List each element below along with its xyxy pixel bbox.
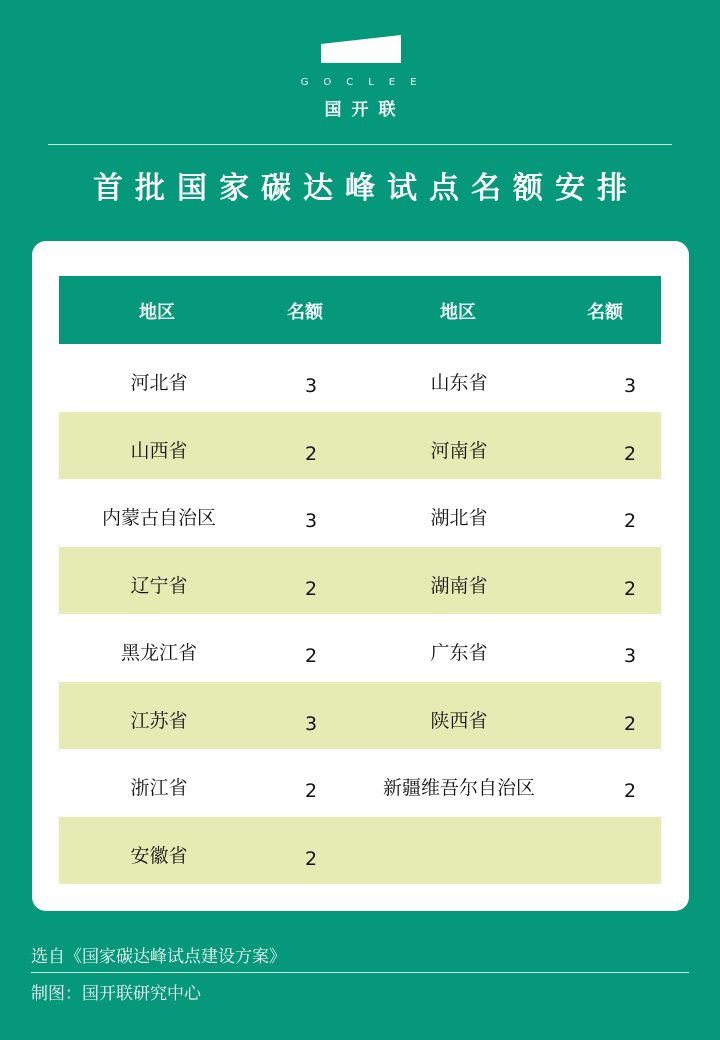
quota-cell: 3 [304,712,318,735]
logo-letters: GOCLEE [300,77,432,88]
brand-logo [0,0,720,120]
region-cell: 浙江省 [130,777,188,799]
quota-cell: 2 [623,780,637,802]
table-header [59,276,661,344]
header-divider [48,144,672,145]
region-cell: 辽宁省 [130,574,188,597]
header-quota-2: 名额 [587,302,623,323]
region-cell: 河南省 [430,439,488,462]
region-cell: 黑龙江省 [120,642,197,664]
region-cell: 山东省 [430,372,488,394]
quota-cell: 2 [304,442,318,465]
table-body [59,344,661,884]
quota-cell: 2 [304,577,318,600]
quota-cell: 2 [304,780,318,802]
region-cell: 湖北省 [430,507,488,529]
region-cell: 内蒙古自治区 [101,507,216,529]
table-row [59,817,661,885]
quota-cell: 3 [623,375,637,397]
region-cell: 湖南省 [430,574,488,597]
quota-cell: 2 [304,645,318,667]
logo-mark-icon [320,34,402,64]
table-row [59,412,661,480]
table-row [59,749,661,817]
header-region-1: 地区 [139,302,175,323]
region-cell: 山西省 [130,439,188,462]
table-row [59,614,661,682]
footer-divider [31,972,689,973]
quota-cell: 3 [623,645,637,667]
region-cell: 安徽省 [130,844,188,867]
credit-note: 制图：国开联研究中心 [31,984,201,1004]
region-cell: 江苏省 [130,709,188,732]
region-cell: 河北省 [130,372,188,394]
quota-cell: 3 [304,375,318,397]
quota-cell: 2 [623,442,637,465]
table-row [59,547,661,615]
table-card [32,241,689,911]
header-quota-1: 名额 [287,302,323,323]
quota-cell: 2 [623,712,637,735]
quota-cell: 3 [304,510,318,532]
region-cell: 陕西省 [430,709,488,732]
region-cell: 广东省 [430,642,488,664]
page-title: 首批国家碳达峰试点名额安排 [93,171,639,206]
quota-table [59,276,661,884]
table-row [59,479,661,547]
logo-chinese-name: 国开联 [324,100,406,120]
quota-cell: 2 [623,510,637,532]
table-row [59,344,661,412]
table-row [59,682,661,750]
source-note: 选自《国家碳达峰试点建设方案》 [31,947,286,967]
quota-cell: 2 [304,847,318,870]
header-region-2: 地区 [440,302,476,323]
quota-cell: 2 [623,577,637,600]
region-cell: 新疆维吾尔自治区 [382,777,535,799]
